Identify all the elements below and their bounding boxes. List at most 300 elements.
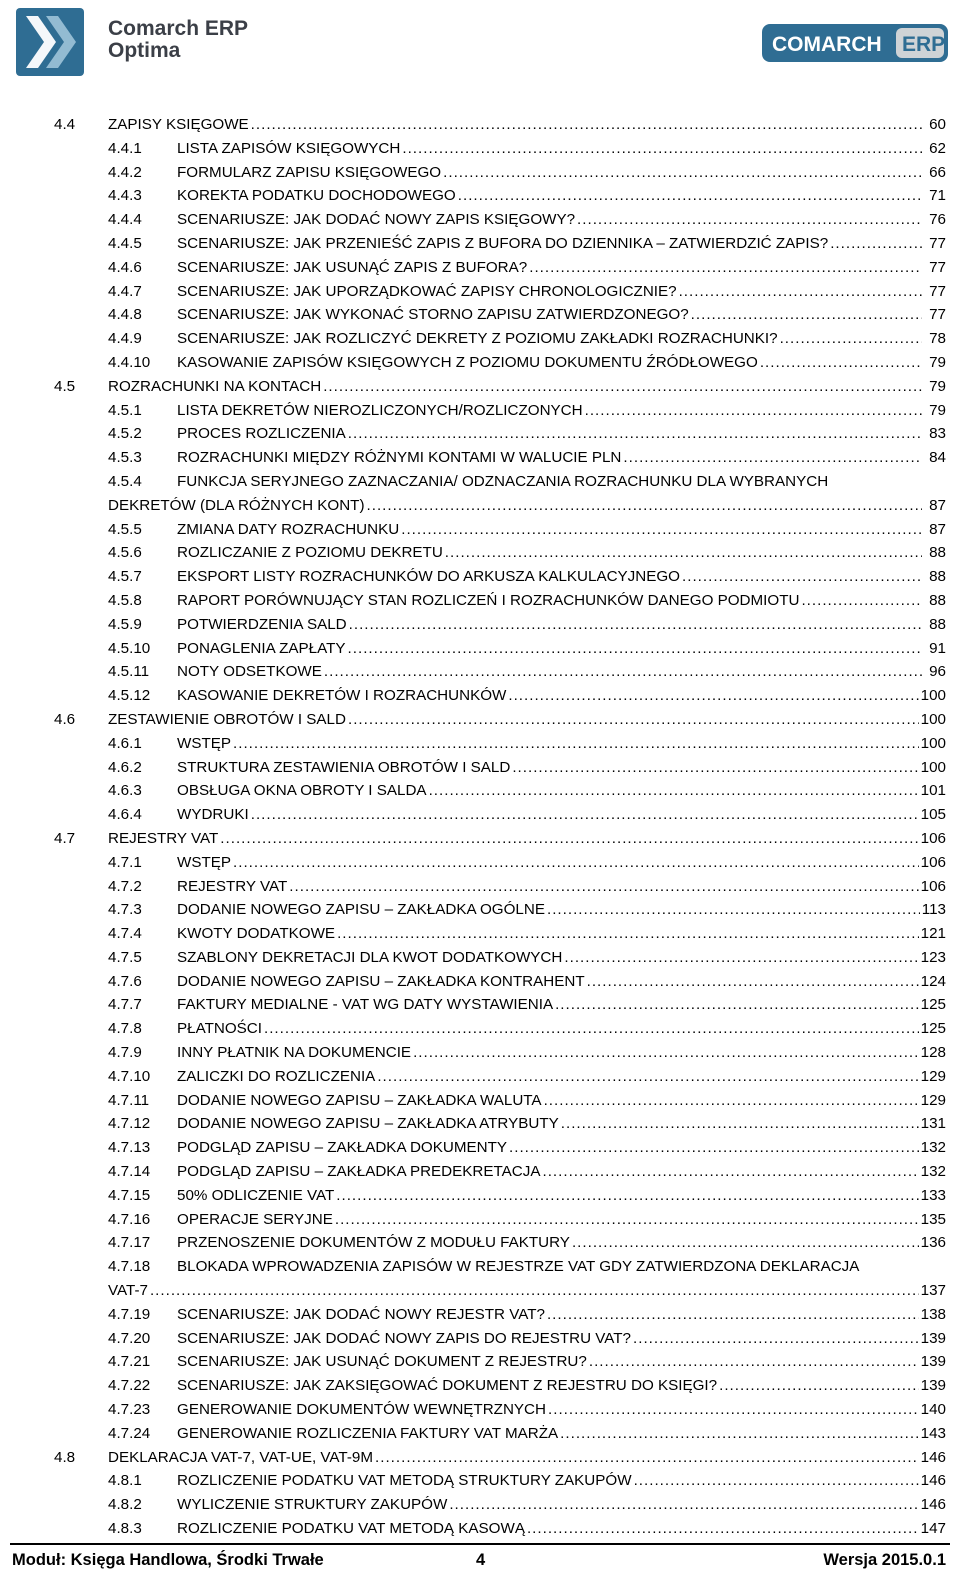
page-header bbox=[0, 0, 960, 90]
toc-entry-title: ROZLICZANIE Z POZIOMU DEKRETU bbox=[177, 544, 443, 562]
toc-dot-leader bbox=[634, 1469, 919, 1493]
toc-entry[interactable] bbox=[0, 993, 960, 1017]
toc-entry-title: ZAPISY KSIĘGOWE bbox=[108, 116, 249, 133]
toc-entry-title: GENEROWANIE DOKUMENTÓW WEWNĘTRZNYCH bbox=[177, 1401, 546, 1419]
toc-entry[interactable] bbox=[0, 1017, 960, 1041]
toc-dot-leader bbox=[577, 208, 922, 232]
toc-entry-page: 88 bbox=[929, 591, 946, 609]
toc-entry-number: 4.5.6 bbox=[108, 544, 142, 562]
toc-entry[interactable] bbox=[0, 1041, 960, 1065]
toc-entry-title: ROZLICZENIE PODATKU VAT METODĄ KASOWĄ bbox=[177, 1520, 525, 1538]
toc-entry-page: 77 bbox=[929, 234, 946, 252]
toc-entry[interactable] bbox=[0, 708, 960, 732]
toc-entry[interactable] bbox=[0, 232, 960, 256]
toc-entry-page: 88 bbox=[929, 544, 946, 562]
toc-entry-number: 4.7.20 bbox=[108, 1329, 151, 1347]
toc-entry[interactable] bbox=[0, 303, 960, 327]
toc-entry-number: 4.6 bbox=[54, 710, 76, 728]
toc-entry[interactable] bbox=[0, 1327, 960, 1351]
toc-dot-leader bbox=[555, 993, 919, 1017]
toc-dot-leader bbox=[587, 970, 919, 994]
toc-entry-title: KASOWANIE DEKRETÓW I ROZRACHUNKÓW bbox=[177, 687, 507, 705]
toc-entry-page: 77 bbox=[929, 306, 946, 324]
toc-entry-page: 79 bbox=[929, 401, 946, 419]
toc-entry-page: 146 bbox=[920, 1496, 946, 1514]
toc-entry[interactable] bbox=[0, 1112, 960, 1136]
footer-module: Moduł: Księga Handlowa, Środki Trwałe bbox=[12, 1551, 324, 1569]
toc-entry-number: 4.7.17 bbox=[108, 1234, 151, 1252]
toc-dot-leader bbox=[564, 946, 918, 970]
toc-entry-number: 4.4.7 bbox=[108, 282, 142, 300]
toc-entry-page: 131 bbox=[920, 1115, 946, 1133]
toc-entry-page: 139 bbox=[920, 1329, 946, 1347]
toc-dot-leader bbox=[623, 446, 922, 470]
toc-dot-leader bbox=[251, 803, 919, 827]
toc-entry-number: 4.7.24 bbox=[108, 1424, 151, 1442]
toc-entry[interactable] bbox=[0, 1422, 960, 1446]
toc-entry-number: 4.5.2 bbox=[108, 425, 142, 443]
toc-entry-title-continued: DEKRETÓW (DLA RÓŻNYCH KONT) bbox=[108, 496, 365, 514]
toc-dot-leader bbox=[401, 518, 922, 542]
toc-dot-leader bbox=[233, 732, 919, 756]
toc-entry[interactable] bbox=[0, 399, 960, 423]
toc-entry[interactable] bbox=[0, 327, 960, 351]
toc-entry[interactable] bbox=[0, 1231, 960, 1255]
toc-dot-leader bbox=[429, 779, 919, 803]
toc-dot-leader bbox=[349, 613, 922, 637]
toc-entry-page: 132 bbox=[920, 1163, 946, 1181]
toc-entry-title: DODANIE NOWEGO ZAPISU – ZAKŁADKA WALUTA bbox=[177, 1091, 542, 1109]
toc-entry[interactable] bbox=[0, 1089, 960, 1113]
product-name-line2: Optima bbox=[108, 39, 181, 62]
toc-dot-leader bbox=[512, 756, 918, 780]
toc-entry-page: 84 bbox=[929, 449, 946, 467]
toc-entry-page: 139 bbox=[920, 1377, 946, 1395]
toc-entry-title: SCENARIUSZE: JAK UPORZĄDKOWAĆ ZAPISY CHRONOLOGICZNIE? bbox=[177, 282, 677, 300]
toc-entry-page: 143 bbox=[920, 1424, 946, 1442]
toc-entry[interactable] bbox=[0, 898, 960, 922]
toc-entry-page: 62 bbox=[929, 139, 946, 157]
toc-entry-number: 4.4.10 bbox=[108, 353, 151, 371]
toc-entry-page: 129 bbox=[920, 1067, 946, 1085]
toc-entry-title: BLOKADA WPROWADZENIA ZAPISÓW W REJESTRZE VAT GDY ZATWIERDZONA DEKLARACJA bbox=[177, 1258, 860, 1276]
toc-entry-title: KASOWANIE ZAPISÓW KSIĘGOWYCH Z POZIOMU DOKUMENTU ŹRÓDŁOWEGO bbox=[177, 353, 758, 371]
toc-entry-title: OPERACJE SERYJNE bbox=[177, 1210, 333, 1228]
toc-entry-title: DEKLARACJA VAT-7, VAT-UE, VAT-9M bbox=[108, 1448, 373, 1466]
toc-entry[interactable] bbox=[0, 732, 960, 756]
toc-entry[interactable] bbox=[0, 922, 960, 946]
toc-entry-title: LISTA ZAPISÓW KSIĘGOWYCH bbox=[177, 139, 401, 157]
toc-entry-title: INNY PŁATNIK NA DOKUMENCIE bbox=[177, 1044, 412, 1062]
toc-entry-number: 4.7.9 bbox=[108, 1044, 142, 1062]
toc-dot-leader bbox=[264, 1017, 919, 1041]
toc-entry-page: 129 bbox=[920, 1091, 946, 1109]
toc-entry-title: SCENARIUSZE: JAK ZAKSIĘGOWAĆ DOKUMENT Z REJESTRU DO KSIĘGI? bbox=[177, 1377, 718, 1395]
toc-entry-title: GENEROWANIE ROZLICZENIA FAKTURY VAT MARŻA bbox=[177, 1424, 559, 1442]
toc-entry[interactable] bbox=[0, 779, 960, 803]
toc-entry-title: PODGLĄD ZAPISU – ZAKŁADKA DOKUMENTY bbox=[177, 1139, 507, 1157]
toc-entry-title: SCENARIUSZE: JAK DODAĆ NOWY ZAPIS DO REJESTRU VAT? bbox=[177, 1329, 632, 1347]
toc-entry-page: 125 bbox=[920, 996, 946, 1014]
toc-entry-page: 100 bbox=[920, 687, 946, 705]
toc-entry-number: 4.4.1 bbox=[108, 139, 142, 157]
toc-entry[interactable] bbox=[0, 351, 960, 375]
toc-entry-page: 78 bbox=[929, 330, 946, 348]
toc-dot-leader bbox=[402, 137, 922, 161]
toc-entry-title: SCENARIUSZE: JAK DODAĆ NOWY ZAPIS KSIĘGOWY? bbox=[177, 211, 576, 229]
toc-dot-leader bbox=[348, 422, 922, 446]
footer-page-number: 4 bbox=[476, 1551, 486, 1569]
toc-entry[interactable] bbox=[0, 208, 960, 232]
toc-dot-leader bbox=[529, 256, 922, 280]
toc-entry[interactable] bbox=[0, 1255, 960, 1303]
toc-entry-title: RAPORT PORÓWNUJĄCY STAN ROZLICZEŃ I ROZRACHUNKÓW DANEGO PODMIOTU bbox=[177, 591, 800, 609]
toc-entry[interactable] bbox=[0, 1136, 960, 1160]
toc-entry[interactable] bbox=[0, 422, 960, 446]
toc-entry[interactable] bbox=[0, 184, 960, 208]
toc-entry-title: SCENARIUSZE: JAK USUNĄĆ DOKUMENT Z REJESTRU? bbox=[177, 1353, 587, 1371]
toc-entry-page: 121 bbox=[920, 925, 946, 943]
toc-entry-page: 88 bbox=[929, 615, 946, 633]
toc-entry-page: 87 bbox=[929, 520, 946, 538]
toc-entry-title: WSTĘP bbox=[177, 853, 232, 871]
toc-dot-leader bbox=[682, 565, 922, 589]
toc-entry-number: 4.6.2 bbox=[108, 758, 142, 776]
toc-entry[interactable] bbox=[0, 589, 960, 613]
toc-entry-number: 4.7.15 bbox=[108, 1186, 151, 1204]
toc-entry-title-continued: VAT-7 bbox=[108, 1282, 148, 1300]
toc-entry-number: 4.4.6 bbox=[108, 258, 142, 276]
toc-entry[interactable] bbox=[0, 470, 960, 518]
toc-dot-leader bbox=[691, 303, 922, 327]
toc-entry-number: 4.7.6 bbox=[108, 972, 142, 990]
toc-entry[interactable] bbox=[0, 851, 960, 875]
toc-entry[interactable] bbox=[0, 946, 960, 970]
toc-entry-number: 4.5 bbox=[54, 377, 76, 395]
toc-entry-page: 83 bbox=[929, 425, 946, 443]
toc-entry[interactable] bbox=[0, 756, 960, 780]
toc-entry-number: 4.7.23 bbox=[108, 1401, 151, 1419]
toc-entry-number: 4.7.11 bbox=[108, 1091, 150, 1109]
toc-entry-number: 4.6.3 bbox=[108, 782, 142, 800]
toc-entry-page: 132 bbox=[920, 1139, 946, 1157]
toc-entry-title: PŁATNOŚCI bbox=[177, 1020, 262, 1038]
toc-entry[interactable] bbox=[0, 280, 960, 304]
comarch-erp-badge-icon bbox=[762, 24, 948, 62]
toc-entry-page: 91 bbox=[929, 639, 946, 657]
toc-entry-title: SCENARIUSZE: JAK USUNĄĆ ZAPIS Z BUFORA? bbox=[177, 258, 528, 276]
toc-entry[interactable] bbox=[0, 375, 960, 399]
toc-entry-title: SZABLONY DEKRETACJI DLA KWOT DODATKOWYCH bbox=[177, 948, 563, 966]
toc-entry[interactable] bbox=[0, 256, 960, 280]
toc-entry-number: 4.4.4 bbox=[108, 211, 142, 229]
toc-dot-leader bbox=[443, 161, 922, 185]
toc-entry-title: ROZRACHUNKI MIĘDZY RÓŻNYMI KONTAMI W WALUCIE PLN bbox=[177, 449, 622, 467]
toc-entry-number: 4.4.5 bbox=[108, 234, 142, 252]
toc-entry[interactable] bbox=[0, 970, 960, 994]
toc-entry-title: PRZENOSZENIE DOKUMENTÓW Z MODUŁU FAKTURY bbox=[177, 1234, 570, 1252]
toc-entry-page: 146 bbox=[920, 1472, 946, 1490]
toc-dot-leader bbox=[375, 1446, 919, 1470]
toc-entry-title: PROCES ROZLICZENIA bbox=[177, 425, 346, 443]
toc-entry-number: 4.5.3 bbox=[108, 449, 142, 467]
toc-entry-number: 4.7.14 bbox=[108, 1163, 151, 1181]
toc-entry-page: 60 bbox=[929, 116, 946, 133]
toc-entry-page: 124 bbox=[920, 972, 946, 990]
toc-entry[interactable] bbox=[0, 565, 960, 589]
toc-entry-number: 4.4.8 bbox=[108, 306, 142, 324]
toc-entry-number: 4.6.1 bbox=[108, 734, 142, 752]
toc-entry[interactable] bbox=[0, 1517, 960, 1541]
toc-entry[interactable] bbox=[0, 875, 960, 899]
toc-dot-leader bbox=[547, 898, 920, 922]
toc-entry[interactable] bbox=[0, 541, 960, 565]
toc-entry-title: SCENARIUSZE: JAK DODAĆ NOWY REJESTR VAT? bbox=[177, 1305, 545, 1323]
toc-entry-number: 4.7.1 bbox=[108, 853, 142, 871]
toc-entry-page: 147 bbox=[920, 1520, 946, 1538]
toc-entry-page: 79 bbox=[929, 353, 946, 371]
toc-dot-leader bbox=[220, 827, 918, 851]
footer-divider bbox=[10, 1543, 950, 1545]
toc-entry[interactable] bbox=[0, 1065, 960, 1089]
toc-entry-number: 4.5.4 bbox=[108, 472, 142, 490]
toc-entry-page: 135 bbox=[920, 1210, 946, 1228]
toc-dot-leader bbox=[560, 1422, 919, 1446]
toc-entry-page: 71 bbox=[929, 187, 946, 205]
toc-entry-title: ZALICZKI DO ROZLICZENIA bbox=[177, 1067, 376, 1085]
toc-dot-leader bbox=[527, 1517, 919, 1541]
toc-entry[interactable] bbox=[0, 1160, 960, 1184]
toc-entry[interactable] bbox=[0, 518, 960, 542]
toc-entry[interactable] bbox=[0, 1493, 960, 1517]
toc-entry[interactable] bbox=[0, 684, 960, 708]
toc-entry-page: 77 bbox=[929, 282, 946, 300]
toc-dot-leader bbox=[233, 851, 919, 875]
toc-entry-number: 4.7.19 bbox=[108, 1305, 151, 1323]
toc-entry-title: WYLICZENIE STRUKTURY ZAKUPÓW bbox=[177, 1496, 448, 1514]
toc-entry-title: KOREKTA PODATKU DOCHODOWEGO bbox=[177, 187, 456, 205]
toc-entry-number: 4.5.5 bbox=[108, 520, 142, 538]
toc-entry-page: 113 bbox=[921, 901, 946, 919]
toc-entry-title: REJESTRY VAT bbox=[177, 877, 288, 895]
toc-entry[interactable] bbox=[0, 1398, 960, 1422]
toc-entry-page: 77 bbox=[929, 258, 946, 276]
toc-entry-page: 100 bbox=[920, 734, 946, 752]
toc-entry-title: SCENARIUSZE: JAK WYKONAĆ STORNO ZAPISU ZATWIERDZONEGO? bbox=[177, 306, 689, 324]
toc-entry-title: ROZLICZENIE PODATKU VAT METODĄ STRUKTURY ZAKUPÓW bbox=[177, 1472, 632, 1490]
toc-entry[interactable] bbox=[0, 1350, 960, 1374]
toc-entry-number: 4.7 bbox=[54, 829, 76, 847]
toc-entry[interactable] bbox=[0, 113, 960, 137]
toc-entry-page: 100 bbox=[920, 710, 946, 728]
toc-entry[interactable] bbox=[0, 1184, 960, 1208]
toc-entry-number: 4.7.22 bbox=[108, 1377, 151, 1395]
toc-entry-page: 140 bbox=[920, 1401, 946, 1419]
toc-entry-number: 4.4.3 bbox=[108, 187, 142, 205]
toc-entry[interactable] bbox=[0, 803, 960, 827]
toc-dot-leader bbox=[830, 232, 922, 256]
toc-entry-number: 4.8.3 bbox=[108, 1520, 142, 1538]
toc-dot-leader bbox=[251, 113, 922, 137]
toc-dot-leader bbox=[508, 684, 918, 708]
toc-dot-leader bbox=[336, 1184, 918, 1208]
footer-version: Wersja 2015.0.1 bbox=[823, 1551, 946, 1569]
toc-dot-leader bbox=[348, 637, 922, 661]
toc-entry[interactable] bbox=[0, 660, 960, 684]
toc-entry-page: 106 bbox=[920, 853, 946, 871]
toc-entry[interactable] bbox=[0, 827, 960, 851]
toc-dot-leader bbox=[337, 922, 919, 946]
toc-entry-title: OBSŁUGA OKNA OBROTY I SALDA bbox=[177, 782, 427, 800]
toc-dot-leader bbox=[324, 660, 922, 684]
toc-entry[interactable] bbox=[0, 446, 960, 470]
toc-dot-leader bbox=[289, 875, 918, 899]
toc-dot-leader bbox=[542, 1160, 918, 1184]
toc-entry-number: 4.7.2 bbox=[108, 877, 142, 895]
page-footer bbox=[0, 1543, 960, 1583]
toc-entry-number: 4.7.8 bbox=[108, 1020, 142, 1038]
toc-entry-number: 4.7.16 bbox=[108, 1210, 151, 1228]
toc-dot-leader bbox=[449, 1493, 918, 1517]
product-name-line1: Comarch ERP bbox=[108, 17, 249, 40]
toc-dot-leader bbox=[445, 541, 922, 565]
toc-entry-title: ROZRACHUNKI NA KONTACH bbox=[108, 377, 322, 395]
toc-entry-title: LISTA DEKRETÓW NIEROZLICZONYCH/ROZLICZONYCH bbox=[177, 401, 583, 419]
toc-dot-leader bbox=[544, 1089, 919, 1113]
toc-entry-page: 123 bbox=[920, 948, 946, 966]
toc-entry-number: 4.5.7 bbox=[108, 568, 142, 586]
toc-entry-title: REJESTRY VAT bbox=[108, 829, 219, 847]
toc-dot-leader bbox=[348, 708, 919, 732]
toc-entry-title: WSTĘP bbox=[177, 734, 232, 752]
toc-entry-number: 4.7.21 bbox=[108, 1353, 151, 1371]
toc-entry-page: 133 bbox=[920, 1186, 946, 1204]
toc-entry-page: 139 bbox=[920, 1353, 946, 1371]
toc-entry-number: 4.8.2 bbox=[108, 1496, 142, 1514]
toc-entry-number: 4.4.9 bbox=[108, 330, 142, 348]
toc-entry[interactable] bbox=[0, 161, 960, 185]
toc-entry-number: 4.7.12 bbox=[108, 1115, 151, 1133]
toc-entry-title: SCENARIUSZE: JAK PRZENIEŚĆ ZAPIS Z BUFORA DO DZIENNIKA – ZATWIERDZIĆ ZAPIS? bbox=[177, 234, 829, 252]
toc-entry-title: FAKTURY MEDIALNE - VAT WG DATY WYSTAWIENIA bbox=[177, 996, 554, 1014]
toc-entry-page: 128 bbox=[920, 1044, 946, 1062]
toc-entry-page: 100 bbox=[920, 758, 946, 776]
toc-entry-number: 4.7.18 bbox=[108, 1258, 151, 1276]
toc-entry-page: 79 bbox=[929, 377, 946, 395]
toc-entry-page: 137 bbox=[920, 1282, 946, 1300]
toc-entry-number: 4.8.1 bbox=[108, 1472, 142, 1490]
toc-entry-page: 101 bbox=[920, 782, 946, 800]
toc-dot-leader bbox=[413, 1041, 919, 1065]
toc-entry-number: 4.5.1 bbox=[108, 401, 142, 419]
toc-entry[interactable] bbox=[0, 137, 960, 161]
toc-entry-page: 106 bbox=[920, 877, 946, 895]
toc-entry-title: SCENARIUSZE: JAK ROZLICZYĆ DEKRETY Z POZIOMU ZAKŁADKI ROZRACHUNKI? bbox=[177, 330, 778, 348]
toc-entry[interactable] bbox=[0, 613, 960, 637]
toc-dot-leader bbox=[633, 1327, 919, 1351]
toc-entry[interactable] bbox=[0, 1208, 960, 1232]
toc-dot-leader bbox=[367, 494, 922, 518]
toc-entry-number: 4.4 bbox=[54, 116, 76, 133]
toc-dot-leader bbox=[335, 1208, 919, 1232]
toc-entry-page: 105 bbox=[920, 806, 946, 824]
toc-entry-title: WYDRUKI bbox=[177, 806, 249, 824]
toc-dot-leader bbox=[719, 1374, 919, 1398]
product-name bbox=[108, 18, 248, 62]
toc-entry-title: DODANIE NOWEGO ZAPISU – ZAKŁADKA OGÓLNE bbox=[177, 901, 545, 919]
toc-entry[interactable] bbox=[0, 1374, 960, 1398]
toc-entry-number: 4.6.4 bbox=[108, 806, 142, 824]
toc-entry-title: POTWIERDZENIA SALD bbox=[177, 615, 347, 633]
toc-entry-title: ZMIANA DATY ROZRACHUNKU bbox=[177, 520, 400, 538]
toc-entry-number: 4.7.5 bbox=[108, 948, 142, 966]
badge-erp-text: ERP bbox=[902, 33, 946, 56]
toc-dot-leader bbox=[509, 1136, 919, 1160]
toc-entry-page: 76 bbox=[929, 211, 946, 229]
toc-dot-leader bbox=[323, 375, 922, 399]
toc-entry-number: 4.5.11 bbox=[108, 663, 150, 681]
toc-entry-number: 4.7.4 bbox=[108, 925, 142, 943]
toc-entry-page: 136 bbox=[920, 1234, 946, 1252]
toc-entry-title: DODANIE NOWEGO ZAPISU – ZAKŁADKA ATRYBUTY bbox=[177, 1115, 559, 1133]
toc-dot-leader bbox=[760, 351, 922, 375]
toc-entry-number: 4.5.12 bbox=[108, 687, 151, 705]
comarch-erp-optima-logo-icon bbox=[14, 6, 86, 78]
toc-dot-leader bbox=[547, 1303, 919, 1327]
toc-entry-title: PODGLĄD ZAPISU – ZAKŁADKA PREDEKRETACJA bbox=[177, 1163, 541, 1181]
toc-entry-title: ZESTAWIENIE OBROTÓW I SALD bbox=[108, 710, 346, 728]
toc-entry-title: STRUKTURA ZESTAWIENIA OBROTÓW I SALD bbox=[177, 758, 511, 776]
toc-entry[interactable] bbox=[0, 637, 960, 661]
toc-entry-number: 4.7.3 bbox=[108, 901, 142, 919]
toc-entry-title: EKSPORT LISTY ROZRACHUNKÓW DO ARKUSZA KALKULACYJNEGO bbox=[177, 568, 680, 586]
toc-entry-number: 4.7.13 bbox=[108, 1139, 151, 1157]
toc-entry[interactable] bbox=[0, 1469, 960, 1493]
table-of-contents bbox=[0, 113, 960, 1541]
toc-entry-page: 96 bbox=[929, 663, 946, 681]
toc-dot-leader bbox=[150, 1279, 919, 1303]
toc-dot-leader bbox=[679, 280, 922, 304]
toc-entry-page: 66 bbox=[929, 163, 946, 181]
toc-entry-page: 88 bbox=[929, 568, 946, 586]
toc-entry-number: 4.5.8 bbox=[108, 591, 142, 609]
toc-entry-title: 50% ODLICZENIE VAT bbox=[177, 1186, 335, 1204]
toc-entry-title: PONAGLENIA ZAPŁATY bbox=[177, 639, 346, 657]
toc-entry-title: DODANIE NOWEGO ZAPISU – ZAKŁADKA KONTRAHENT bbox=[177, 972, 585, 990]
toc-dot-leader bbox=[548, 1398, 919, 1422]
toc-entry[interactable] bbox=[0, 1303, 960, 1327]
toc-dot-leader bbox=[377, 1065, 918, 1089]
toc-entry-number: 4.5.9 bbox=[108, 615, 142, 633]
toc-entry-title: NOTY ODSETKOWE bbox=[177, 663, 322, 681]
toc-entry-title: FUNKCJA SERYJNEGO ZAZNACZANIA/ ODZNACZANIA ROZRACHUNKU DLA WYBRANYCH bbox=[177, 472, 829, 490]
toc-entry-page: 138 bbox=[920, 1305, 946, 1323]
toc-entry-page: 146 bbox=[920, 1448, 946, 1466]
toc-dot-leader bbox=[561, 1112, 919, 1136]
toc-dot-leader bbox=[801, 589, 922, 613]
badge-brand-text: COMARCH bbox=[772, 33, 882, 56]
toc-entry-number: 4.7.10 bbox=[108, 1067, 151, 1085]
toc-entry-title: KWOTY DODATKOWE bbox=[177, 925, 336, 943]
toc-entry-number: 4.8 bbox=[54, 1448, 76, 1466]
toc-entry-page: 125 bbox=[920, 1020, 946, 1038]
toc-entry-number: 4.7.7 bbox=[108, 996, 142, 1014]
toc-entry-page: 106 bbox=[920, 829, 946, 847]
toc-entry-number: 4.5.10 bbox=[108, 639, 151, 657]
toc-entry-title: FORMULARZ ZAPISU KSIĘGOWEGO bbox=[177, 163, 442, 181]
toc-entry[interactable] bbox=[0, 1446, 960, 1470]
toc-entry-page: 87 bbox=[929, 496, 946, 514]
